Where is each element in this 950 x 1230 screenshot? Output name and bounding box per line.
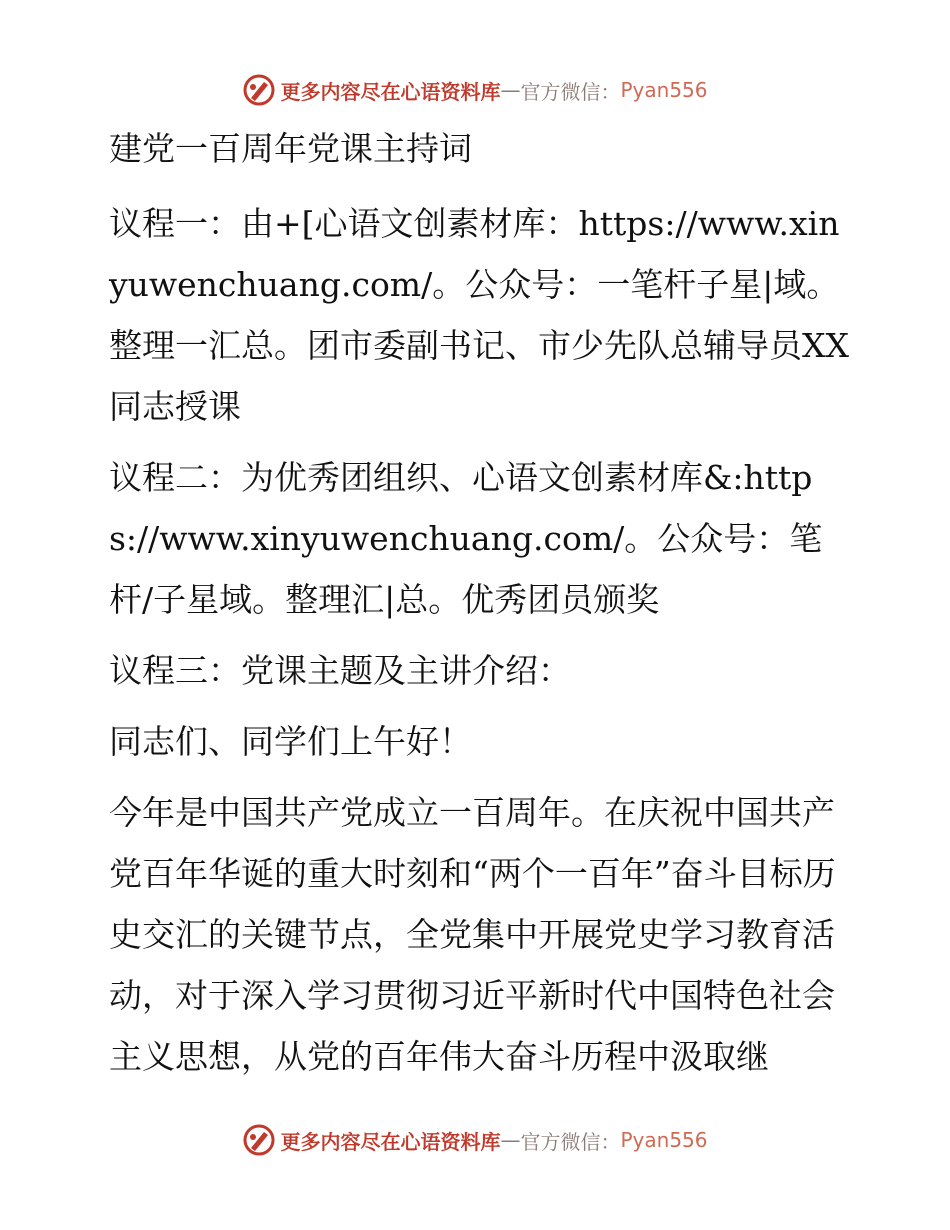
header-watermark [0, 70, 950, 110]
watermark-text [280, 1126, 707, 1155]
watermark-dash: — [500, 78, 521, 102]
footer-watermark [0, 1120, 950, 1160]
watermark-dash: — [500, 1128, 521, 1152]
pen-logo-icon [242, 73, 276, 107]
paragraph-agenda-2: 议程二：为优秀团组织、心语文创素材库&:https://www.xinyuwenchuang.com/。公众号：笔杆/子星域。整理汇|总。优秀团员颁奖 [109, 458, 823, 619]
watermark-id: Pyan556 [620, 1128, 708, 1152]
watermark-brand: 更多内容尽在心语资料库 [280, 1129, 501, 1154]
watermark-brand: 更多内容尽在心语资料库 [280, 79, 501, 104]
watermark-official: 官方微信： [520, 1129, 621, 1154]
document-body [97, 118, 857, 1097]
paragraph-body: 今年是中国共产党成立一百周年。在庆祝中国共产党百年华诞的重大时刻和“两个一百年”奋斗目标历史交汇的关键节点，全党集中开展党史学习教育活动，对于深入学习贯彻习近平新时代中国特色社会主义思想，从党的百年伟大奋斗历程中汲取继 [109, 793, 836, 1076]
paragraph-agenda-1: 议程一：由+[心语文创素材库：https://www.xinyuwenchuang.com/。公众号：一笔杆子星|域。整理一汇总。团市委副书记、市少先队总辅导员XX同志授课 [109, 204, 849, 426]
pen-logo-icon [242, 1123, 276, 1157]
watermark-id: Pyan556 [620, 78, 708, 102]
watermark-official: 官方微信： [520, 79, 621, 104]
document-title: 建党一百周年党课主持词 [109, 129, 472, 168]
paragraph-agenda-3: 议程三：党课主题及主讲介绍： [109, 651, 571, 690]
paragraph-greeting: 同志们、同学们上午好！ [109, 722, 472, 761]
watermark-text [280, 76, 707, 105]
